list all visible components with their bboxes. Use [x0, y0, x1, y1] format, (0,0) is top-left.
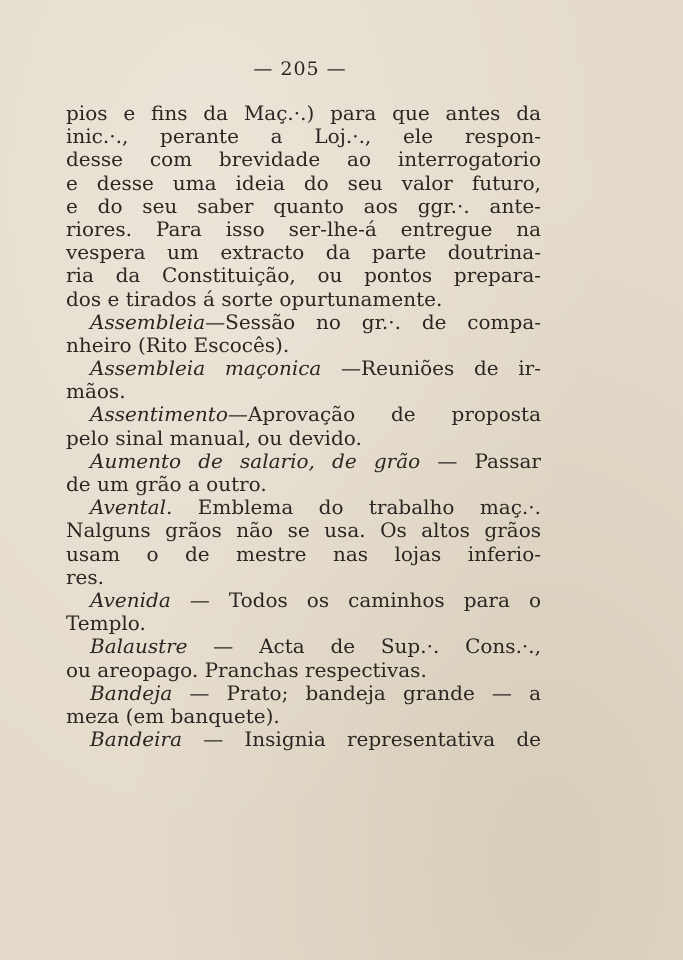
text-line: [66, 195, 541, 218]
text-line: [66, 659, 541, 682]
line-text: Templo.: [66, 611, 146, 636]
text-line: [66, 102, 541, 125]
entry-term: Avental.: [90, 495, 173, 520]
entry-term: Bandeira: [90, 727, 183, 752]
entry-term: Assembleia: [90, 309, 206, 334]
line-text: — Todos os caminhos para o: [170, 587, 541, 612]
line-text: usam o de mestre nas lojas inferio-: [66, 541, 541, 566]
page-text: [66, 102, 541, 751]
text-line: [66, 543, 541, 566]
entry-term: Aumento de salario, de grão: [90, 448, 421, 473]
line-text: — Passar: [420, 448, 541, 473]
line-text: mãos.: [66, 379, 126, 404]
text-line: [66, 380, 541, 403]
text-line: [66, 519, 541, 542]
line-text: inic.·., perante a Loj.·., ele respon-: [66, 124, 541, 149]
text-line: [66, 705, 541, 728]
entry-line: [66, 357, 541, 380]
line-text: Emblema do trabalho maç.·.: [172, 495, 541, 520]
entry-term: Balaustre: [90, 634, 188, 659]
entry-line: [66, 682, 541, 705]
line-text: nheiro (Rito Escocês).: [66, 332, 290, 357]
line-text: — Insignia representativa de: [182, 727, 541, 752]
entry-line: [66, 635, 541, 658]
text-line: [66, 334, 541, 357]
text-line: [66, 612, 541, 635]
entry-term: Assembleia maçonica: [90, 356, 322, 381]
entry-term: Avenida: [90, 587, 171, 612]
entry-line: [66, 728, 541, 751]
text-line: [66, 264, 541, 287]
line-text: res.: [66, 564, 105, 589]
entry-term: Assentimento: [90, 402, 228, 427]
text-line: [66, 566, 541, 589]
line-text: dos e tirados á sorte opurtunamente.: [66, 286, 443, 311]
line-text: vespera um extracto da parte doutrina-: [66, 240, 541, 265]
entry-line: [66, 496, 541, 519]
page-number: — 205 —: [253, 58, 347, 80]
line-text: pios e fins da Maç.·.) para que antes da: [66, 101, 541, 125]
line-text: e do seu saber quanto aos ggr.·. ante-: [66, 193, 541, 218]
line-text: —Sessão no gr.·. de compa-: [205, 309, 541, 334]
text-line: [66, 427, 541, 450]
line-text: —Reuniões de ir-: [321, 356, 541, 381]
entry-line: [66, 589, 541, 612]
entry-line: [66, 403, 541, 426]
text-line: [66, 172, 541, 195]
text-line: [66, 148, 541, 171]
entry-line: [66, 450, 541, 473]
line-text: ria da Constituição, ou pontos prepara-: [66, 263, 541, 288]
text-line: [66, 218, 541, 241]
text-line: [66, 125, 541, 148]
line-text: desse com brevidade ao interrogatorio: [66, 147, 541, 172]
line-text: —Aprovação de proposta: [227, 402, 541, 427]
line-text: — Acta de Sup.·. Cons.·.,: [187, 634, 541, 659]
line-text: ou areopago. Pranchas respectivas.: [66, 657, 427, 682]
text-line: [66, 473, 541, 496]
line-text: de um grão a outro.: [66, 472, 267, 496]
text-line: [66, 241, 541, 264]
entry-term: Bandeja: [90, 680, 173, 705]
text-line: [66, 288, 541, 311]
line-text: Nalguns grãos não se usa. Os altos grãos: [66, 518, 541, 543]
entry-line: [66, 311, 541, 334]
line-text: — Prato; bandeja grande — a: [172, 680, 541, 705]
line-text: meza (em banquete).: [66, 703, 280, 728]
line-text: pelo sinal manual, ou devido.: [66, 425, 362, 450]
line-text: riores. Para isso ser-lhe-á entregue na: [66, 216, 541, 241]
line-text: e desse uma ideia do seu valor futuro,: [66, 170, 541, 195]
